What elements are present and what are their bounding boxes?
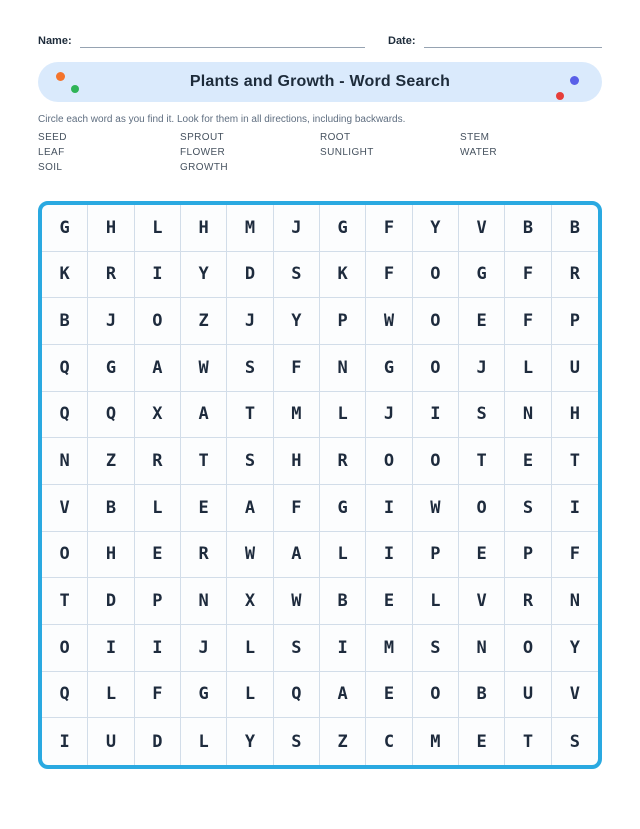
grid-cell[interactable]: Z — [320, 718, 366, 765]
grid-cell[interactable]: F — [552, 532, 598, 579]
grid-cell[interactable]: I — [88, 625, 134, 672]
grid-cell[interactable]: I — [413, 392, 459, 439]
grid-cell[interactable]: M — [227, 205, 273, 252]
grid-cell[interactable]: L — [88, 672, 134, 719]
grid-cell[interactable]: A — [320, 672, 366, 719]
grid-cell[interactable]: T — [42, 578, 88, 625]
grid-cell[interactable]: A — [135, 345, 181, 392]
grid-cell[interactable]: S — [505, 485, 551, 532]
grid-cell[interactable]: Q — [88, 392, 134, 439]
grid-cell[interactable]: H — [552, 392, 598, 439]
grid-cell[interactable]: C — [366, 718, 412, 765]
word-list-column — [460, 130, 602, 175]
grid-cell[interactable]: S — [413, 625, 459, 672]
word-list-item: WATER — [460, 147, 497, 158]
grid-cell[interactable]: T — [459, 438, 505, 485]
grid-cell[interactable]: Y — [274, 298, 320, 345]
grid-cell[interactable]: T — [181, 438, 227, 485]
grid-cell[interactable]: I — [135, 625, 181, 672]
name-label: Name: — [38, 35, 72, 47]
grid-cell[interactable]: L — [320, 532, 366, 579]
grid-cell[interactable]: J — [366, 392, 412, 439]
date-field — [388, 34, 602, 48]
grid-cell[interactable]: T — [227, 392, 273, 439]
instructions-text: Circle each word as you find it. Look for them in all directions, including backwards. — [38, 114, 406, 125]
grid-cell[interactable]: L — [320, 392, 366, 439]
grid-cell[interactable]: I — [552, 485, 598, 532]
grid-cell[interactable]: N — [505, 392, 551, 439]
grid-cell[interactable]: H — [274, 438, 320, 485]
grid-cell[interactable]: K — [320, 252, 366, 299]
grid-cell[interactable]: A — [274, 532, 320, 579]
word-list-column — [38, 130, 180, 175]
grid-cell[interactable]: P — [413, 532, 459, 579]
date-label: Date: — [388, 35, 416, 47]
grid-cell[interactable]: Y — [227, 718, 273, 765]
grid-cell[interactable]: N — [181, 578, 227, 625]
grid-cell[interactable]: G — [88, 345, 134, 392]
grid-cell[interactable]: D — [88, 578, 134, 625]
grid-cell[interactable]: V — [42, 485, 88, 532]
grid-cell[interactable]: E — [181, 485, 227, 532]
grid-cell[interactable]: N — [42, 438, 88, 485]
grid-cell[interactable]: P — [320, 298, 366, 345]
grid-cell[interactable]: T — [505, 718, 551, 765]
grid-cell[interactable]: X — [227, 578, 273, 625]
grid-cell[interactable]: S — [274, 625, 320, 672]
grid-cell[interactable]: F — [135, 672, 181, 719]
grid-cell[interactable]: Y — [413, 205, 459, 252]
grid-cell[interactable]: T — [552, 438, 598, 485]
grid-cell[interactable]: S — [227, 438, 273, 485]
grid-cell[interactable]: E — [366, 578, 412, 625]
grid-cell[interactable]: O — [366, 438, 412, 485]
grid-cell[interactable]: B — [42, 298, 88, 345]
word-list-item: SPROUT — [180, 132, 225, 143]
grid-cell[interactable]: A — [227, 485, 273, 532]
word-list-item: FLOWER — [180, 147, 226, 158]
grid-cell[interactable]: O — [413, 345, 459, 392]
grid-cell[interactable]: R — [505, 578, 551, 625]
grid-cell[interactable]: U — [552, 345, 598, 392]
grid-cell[interactable]: O — [505, 625, 551, 672]
grid-cell[interactable]: G — [366, 345, 412, 392]
word-list-item: SOIL — [38, 162, 63, 173]
word-search-grid — [38, 201, 602, 769]
grid-cell[interactable]: E — [135, 532, 181, 579]
grid-cell[interactable]: U — [88, 718, 134, 765]
green-dot-icon — [71, 85, 79, 93]
name-field — [38, 34, 365, 48]
grid-cell[interactable]: S — [227, 345, 273, 392]
grid-cell[interactable]: M — [366, 625, 412, 672]
grid-cell[interactable]: R — [181, 532, 227, 579]
word-list-item: STEM — [460, 132, 490, 143]
grid-cell[interactable]: L — [227, 672, 273, 719]
grid-cell[interactable]: S — [459, 392, 505, 439]
name-input-line[interactable] — [80, 35, 365, 48]
grid-cell[interactable]: E — [459, 298, 505, 345]
grid-cell[interactable]: L — [135, 205, 181, 252]
grid-cell[interactable]: I — [135, 252, 181, 299]
grid-cell[interactable]: I — [366, 532, 412, 579]
grid-cell[interactable]: P — [552, 298, 598, 345]
grid-cell[interactable]: G — [320, 485, 366, 532]
grid-cell[interactable]: F — [366, 252, 412, 299]
grid-cell[interactable]: N — [320, 345, 366, 392]
grid-cell[interactable]: Y — [552, 625, 598, 672]
grid-cell[interactable]: Q — [42, 392, 88, 439]
grid-cell[interactable]: W — [227, 532, 273, 579]
grid-cell[interactable]: F — [274, 485, 320, 532]
grid-cell[interactable]: W — [274, 578, 320, 625]
grid-cell[interactable]: R — [320, 438, 366, 485]
grid-cell[interactable]: J — [459, 345, 505, 392]
grid-cell[interactable]: O — [135, 298, 181, 345]
grid-cell[interactable]: W — [366, 298, 412, 345]
grid-cell[interactable]: Q — [42, 345, 88, 392]
date-input-line[interactable] — [424, 35, 602, 48]
grid-cell[interactable]: F — [274, 345, 320, 392]
grid-cell[interactable]: L — [413, 578, 459, 625]
grid-cell[interactable]: E — [505, 438, 551, 485]
grid-cell[interactable]: M — [274, 392, 320, 439]
word-list-item: SUNLIGHT — [320, 147, 374, 158]
grid-cell[interactable]: I — [320, 625, 366, 672]
grid-cell[interactable]: B — [88, 485, 134, 532]
word-list — [38, 130, 602, 175]
grid-cell[interactable]: V — [459, 205, 505, 252]
word-list-item: LEAF — [38, 147, 65, 158]
grid-cell[interactable]: I — [366, 485, 412, 532]
grid-cell[interactable]: Q — [274, 672, 320, 719]
grid-cell[interactable]: E — [459, 532, 505, 579]
grid-cell[interactable]: N — [459, 625, 505, 672]
word-list-column — [320, 130, 460, 175]
grid-cell[interactable]: O — [413, 298, 459, 345]
grid-cell[interactable]: Z — [181, 298, 227, 345]
grid-cell[interactable]: O — [413, 672, 459, 719]
grid-cell[interactable]: G — [320, 205, 366, 252]
grid-cell[interactable]: V — [552, 672, 598, 719]
grid-cell[interactable]: D — [227, 252, 273, 299]
grid-cell[interactable]: Y — [181, 252, 227, 299]
grid-cell[interactable]: G — [459, 252, 505, 299]
grid-cell[interactable]: B — [459, 672, 505, 719]
grid-cell[interactable]: I — [42, 718, 88, 765]
fields-row — [38, 34, 602, 48]
grid-cell[interactable]: J — [88, 298, 134, 345]
red-dot-icon — [556, 92, 564, 100]
grid-cell[interactable]: N — [552, 578, 598, 625]
grid-cell[interactable]: B — [505, 205, 551, 252]
grid-cell[interactable]: F — [505, 298, 551, 345]
grid-cell[interactable]: L — [135, 485, 181, 532]
grid-cell[interactable]: R — [135, 438, 181, 485]
word-list-item: ROOT — [320, 132, 351, 143]
word-list-item: SEED — [38, 132, 67, 143]
grid-cell[interactable]: H — [88, 205, 134, 252]
grid-cell[interactable]: B — [320, 578, 366, 625]
grid-cell[interactable]: S — [274, 252, 320, 299]
grid-cell[interactable]: J — [227, 298, 273, 345]
grid-cell[interactable]: E — [366, 672, 412, 719]
grid-cell[interactable]: H — [88, 532, 134, 579]
grid-cell[interactable]: P — [505, 532, 551, 579]
grid-cell[interactable]: L — [505, 345, 551, 392]
grid-cell[interactable]: S — [569, 731, 580, 752]
grid-cell[interactable]: H — [181, 205, 227, 252]
grid-cell[interactable]: L — [227, 625, 273, 672]
grid-cell[interactable]: Q — [42, 672, 88, 719]
grid-cell[interactable]: A — [181, 392, 227, 439]
grid-cell[interactable]: X — [135, 392, 181, 439]
word-list-item: GROWTH — [180, 162, 228, 173]
grid-cell[interactable]: B — [552, 205, 598, 252]
grid-cell[interactable]: M — [413, 718, 459, 765]
orange-dot-icon — [56, 72, 65, 81]
grid-cell[interactable]: U — [505, 672, 551, 719]
grid-cell[interactable]: S — [274, 718, 320, 765]
grid-cell[interactable]: O — [42, 532, 88, 579]
grid-cell[interactable]: R — [88, 252, 134, 299]
grid-cell[interactable]: R — [552, 252, 598, 299]
grid-cell[interactable]: J — [274, 205, 320, 252]
grid-cell[interactable]: D — [135, 718, 181, 765]
grid-cell[interactable]: V — [459, 578, 505, 625]
title-banner — [38, 62, 602, 102]
grid-cell[interactable]: O — [413, 438, 459, 485]
grid-cell[interactable]: F — [366, 205, 412, 252]
grid-cell[interactable]: W — [413, 485, 459, 532]
grid-cell[interactable]: J — [181, 625, 227, 672]
grid-cell[interactable]: O — [42, 625, 88, 672]
grid-cell[interactable]: O — [459, 485, 505, 532]
grid-cell[interactable]: P — [135, 578, 181, 625]
page-title: Plants and Growth - Word Search — [189, 73, 451, 90]
grid-cell[interactable]: K — [42, 252, 88, 299]
grid-cell[interactable]: L — [181, 718, 227, 765]
grid-cell[interactable]: E — [459, 718, 505, 765]
grid-cell[interactable]: O — [413, 252, 459, 299]
grid-cell[interactable]: F — [505, 252, 551, 299]
word-list-column — [180, 130, 320, 175]
indigo-dot-icon — [570, 76, 579, 85]
grid-cell[interactable]: W — [181, 345, 227, 392]
grid-cell[interactable]: G — [42, 205, 88, 252]
grid-cell[interactable]: Z — [88, 438, 134, 485]
grid-cell[interactable]: G — [181, 672, 227, 719]
